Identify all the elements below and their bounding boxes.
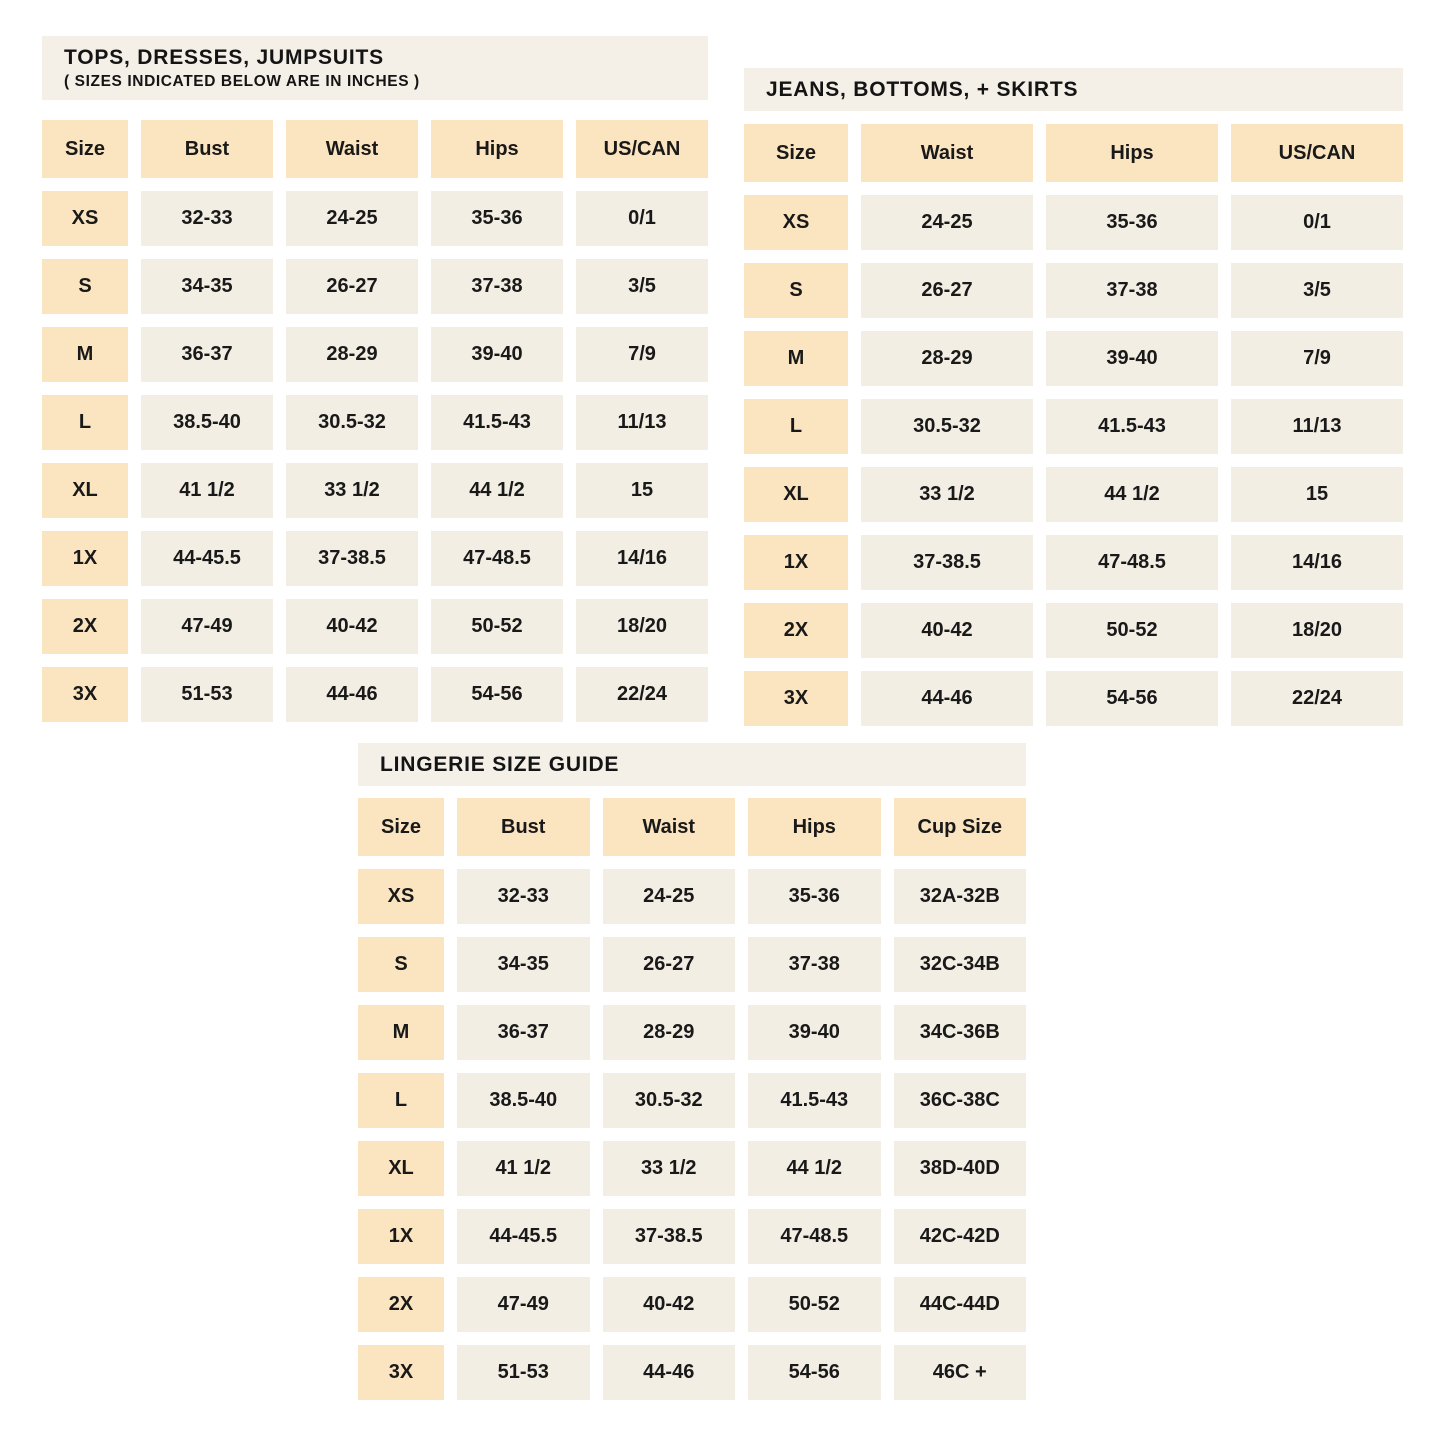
measurement-value: 44 1/2 xyxy=(748,1141,881,1196)
column-header-bust: Bust xyxy=(457,798,590,856)
table-title: TOPS, DRESSES, JUMPSUITS xyxy=(64,46,384,69)
measurement-value: 36C-38C xyxy=(894,1073,1027,1128)
table-title-banner xyxy=(358,743,1026,786)
size-label: XS xyxy=(358,869,444,924)
column-header-size: Size xyxy=(42,120,128,178)
measurement-value: 44-45.5 xyxy=(457,1209,590,1264)
column-header-hips: Hips xyxy=(1046,124,1218,182)
measurement-value: 28-29 xyxy=(603,1005,736,1060)
measurement-value: 26-27 xyxy=(603,937,736,992)
measurement-value: 51-53 xyxy=(141,667,273,722)
measurement-value: 30.5-32 xyxy=(286,395,418,450)
measurement-value: 50-52 xyxy=(1046,603,1218,658)
measurement-value: 37-38 xyxy=(431,259,563,314)
column-header-bust: Bust xyxy=(141,120,273,178)
measurement-value: 40-42 xyxy=(603,1277,736,1332)
column-header-size: Size xyxy=(358,798,444,856)
column-header-hips: Hips xyxy=(431,120,563,178)
measurement-value: 37-38.5 xyxy=(603,1209,736,1264)
measurement-value: 32-33 xyxy=(141,191,273,246)
column-header-waist: Waist xyxy=(861,124,1033,182)
table-title: JEANS, BOTTOMS, + SKIRTS xyxy=(766,78,1079,101)
measurement-value: 32C-34B xyxy=(894,937,1027,992)
measurement-value: 44-45.5 xyxy=(141,531,273,586)
measurement-value: 41.5-43 xyxy=(431,395,563,450)
size-label: XL xyxy=(358,1141,444,1196)
measurement-value: 7/9 xyxy=(576,327,708,382)
size-label: S xyxy=(358,937,444,992)
measurement-value: 33 1/2 xyxy=(286,463,418,518)
size-label: 2X xyxy=(744,603,848,658)
measurement-value: 46C + xyxy=(894,1345,1027,1400)
measurement-value: 35-36 xyxy=(1046,195,1218,250)
measurement-value: 44 1/2 xyxy=(1046,467,1218,522)
column-header-cup-size: Cup Size xyxy=(894,798,1027,856)
measurement-value: 38D-40D xyxy=(894,1141,1027,1196)
measurement-value: 28-29 xyxy=(286,327,418,382)
measurement-value: 33 1/2 xyxy=(861,467,1033,522)
measurement-value: 41.5-43 xyxy=(748,1073,881,1128)
measurement-value: 11/13 xyxy=(1231,399,1403,454)
measurement-value: 15 xyxy=(576,463,708,518)
measurement-value: 44-46 xyxy=(286,667,418,722)
column-header-size: Size xyxy=(744,124,848,182)
measurement-value: 30.5-32 xyxy=(861,399,1033,454)
measurement-value: 39-40 xyxy=(1046,331,1218,386)
column-header-us-can: US/CAN xyxy=(1231,124,1403,182)
measurement-value: 38.5-40 xyxy=(141,395,273,450)
measurement-value: 41 1/2 xyxy=(457,1141,590,1196)
size-label: 1X xyxy=(744,535,848,590)
measurement-value: 37-38 xyxy=(1046,263,1218,318)
table-subtitle: ( SIZES INDICATED BELOW ARE IN INCHES ) xyxy=(64,73,420,90)
size-label: 1X xyxy=(358,1209,444,1264)
size-label: 3X xyxy=(42,667,128,722)
measurement-value: 34-35 xyxy=(141,259,273,314)
size-label: L xyxy=(358,1073,444,1128)
measurement-value: 3/5 xyxy=(1231,263,1403,318)
size-label: XS xyxy=(42,191,128,246)
size-label: 2X xyxy=(42,599,128,654)
measurement-value: 41.5-43 xyxy=(1046,399,1218,454)
measurement-value: 24-25 xyxy=(861,195,1033,250)
measurement-value: 15 xyxy=(1231,467,1403,522)
measurement-value: 34C-36B xyxy=(894,1005,1027,1060)
measurement-value: 30.5-32 xyxy=(603,1073,736,1128)
measurement-value: 36-37 xyxy=(141,327,273,382)
measurement-value: 47-48.5 xyxy=(431,531,563,586)
measurement-value: 44 1/2 xyxy=(431,463,563,518)
size-label: M xyxy=(358,1005,444,1060)
size-label: M xyxy=(744,331,848,386)
measurement-value: 28-29 xyxy=(861,331,1033,386)
measurement-value: 32-33 xyxy=(457,869,590,924)
measurement-value: 14/16 xyxy=(576,531,708,586)
size-grid xyxy=(744,124,1403,726)
measurement-value: 11/13 xyxy=(576,395,708,450)
table-title-banner xyxy=(42,36,708,100)
size-label: 3X xyxy=(358,1345,444,1400)
size-label: XS xyxy=(744,195,848,250)
size-label: 2X xyxy=(358,1277,444,1332)
measurement-value: 47-49 xyxy=(141,599,273,654)
measurement-value: 51-53 xyxy=(457,1345,590,1400)
measurement-value: 54-56 xyxy=(748,1345,881,1400)
measurement-value: 18/20 xyxy=(1231,603,1403,658)
measurement-value: 26-27 xyxy=(861,263,1033,318)
measurement-value: 38.5-40 xyxy=(457,1073,590,1128)
measurement-value: 0/1 xyxy=(1231,195,1403,250)
measurement-value: 37-38.5 xyxy=(861,535,1033,590)
measurement-value: 40-42 xyxy=(861,603,1033,658)
measurement-value: 47-48.5 xyxy=(748,1209,881,1264)
measurement-value: 33 1/2 xyxy=(603,1141,736,1196)
measurement-value: 39-40 xyxy=(748,1005,881,1060)
size-label: XL xyxy=(42,463,128,518)
measurement-value: 36-37 xyxy=(457,1005,590,1060)
size-label: S xyxy=(744,263,848,318)
size-label: M xyxy=(42,327,128,382)
measurement-value: 44C-44D xyxy=(894,1277,1027,1332)
tops-dresses-jumpsuits-size-table xyxy=(42,36,708,722)
column-header-waist: Waist xyxy=(603,798,736,856)
measurement-value: 37-38 xyxy=(748,937,881,992)
size-label: L xyxy=(42,395,128,450)
measurement-value: 44-46 xyxy=(603,1345,736,1400)
jeans-bottoms-skirts-size-table xyxy=(744,68,1403,726)
measurement-value: 47-48.5 xyxy=(1046,535,1218,590)
lingerie-size-guide-table xyxy=(358,743,1026,1400)
measurement-value: 50-52 xyxy=(748,1277,881,1332)
column-header-hips: Hips xyxy=(748,798,881,856)
measurement-value: 34-35 xyxy=(457,937,590,992)
measurement-value: 54-56 xyxy=(1046,671,1218,726)
measurement-value: 26-27 xyxy=(286,259,418,314)
table-title-banner xyxy=(744,68,1403,111)
measurement-value: 40-42 xyxy=(286,599,418,654)
measurement-value: 41 1/2 xyxy=(141,463,273,518)
size-label: L xyxy=(744,399,848,454)
measurement-value: 54-56 xyxy=(431,667,563,722)
size-label: 1X xyxy=(42,531,128,586)
measurement-value: 18/20 xyxy=(576,599,708,654)
measurement-value: 39-40 xyxy=(431,327,563,382)
table-title: LINGERIE SIZE GUIDE xyxy=(380,753,620,776)
measurement-value: 3/5 xyxy=(576,259,708,314)
measurement-value: 22/24 xyxy=(1231,671,1403,726)
size-grid xyxy=(42,120,708,722)
measurement-value: 35-36 xyxy=(431,191,563,246)
size-label: XL xyxy=(744,467,848,522)
size-label: S xyxy=(42,259,128,314)
measurement-value: 24-25 xyxy=(603,869,736,924)
measurement-value: 42C-42D xyxy=(894,1209,1027,1264)
measurement-value: 7/9 xyxy=(1231,331,1403,386)
measurement-value: 37-38.5 xyxy=(286,531,418,586)
measurement-value: 0/1 xyxy=(576,191,708,246)
size-grid xyxy=(358,798,1026,1400)
measurement-value: 32A-32B xyxy=(894,869,1027,924)
measurement-value: 24-25 xyxy=(286,191,418,246)
column-header-waist: Waist xyxy=(286,120,418,178)
measurement-value: 47-49 xyxy=(457,1277,590,1332)
size-label: 3X xyxy=(744,671,848,726)
measurement-value: 50-52 xyxy=(431,599,563,654)
measurement-value: 22/24 xyxy=(576,667,708,722)
measurement-value: 44-46 xyxy=(861,671,1033,726)
measurement-value: 14/16 xyxy=(1231,535,1403,590)
measurement-value: 35-36 xyxy=(748,869,881,924)
column-header-us-can: US/CAN xyxy=(576,120,708,178)
